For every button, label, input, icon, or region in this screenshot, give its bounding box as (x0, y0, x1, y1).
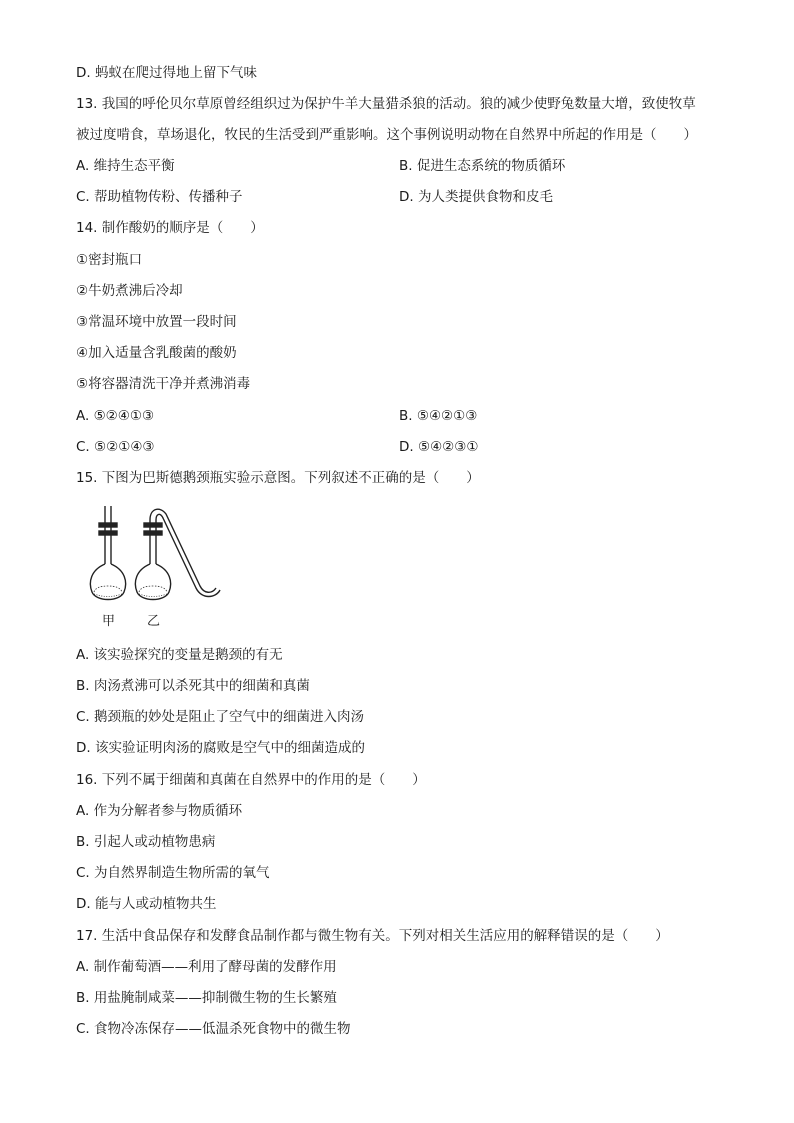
q14-stem: 14. 制作酸奶的顺序是（ ） (76, 220, 264, 236)
q16-option-a: A. 作为分解者参与物质循环 (76, 803, 243, 819)
q13-option-c: C. 帮助植物传粉、传播种子 (76, 189, 243, 205)
q14-step-5: ⑤将容器清洗干净并煮沸消毒 (76, 376, 251, 392)
q13-stem-line1: 13. 我国的呼伦贝尔草原曾经组织过为保护牛羊大量猎杀狼的活动。狼的减少使野兔数量大增，致使牧草 (76, 96, 696, 112)
q15-stem: 15. 下图为巴斯德鹅颈瓶实验示意图。下列叙述不正确的是（ ） (76, 470, 480, 486)
flask-yi (135, 509, 220, 599)
q14-option-c: C. ⑤②①④③ (76, 439, 155, 455)
q13-stem-line2: 被过度啃食，草场退化，牧民的生活受到严重影响。这个事例说明动物在自然界中所起的作用是（ ） (76, 127, 697, 143)
q17-option-a: A. 制作葡萄酒——利用了酵母菌的发酵作用 (76, 959, 337, 975)
q14-step-4: ④加入适量含乳酸菌的酸奶 (76, 345, 237, 361)
q14-step-1: ①密封瓶口 (76, 252, 143, 268)
q14-step-3: ③常温环境中放置一段时间 (76, 314, 237, 330)
q13-option-d: D. 为人类提供食物和皮毛 (399, 189, 553, 205)
q16-option-d: D. 能与人或动植物共生 (76, 896, 217, 912)
q17-stem: 17. 生活中食品保存和发酵食品制作都与微生物有关。下列对相关生活应用的解释错误的是（ ） (76, 928, 669, 944)
flask-diagram (88, 506, 228, 614)
q15-option-c: C. 鹅颈瓶的妙处是阻止了空气中的细菌进入肉汤 (76, 709, 365, 725)
q16-option-c: C. 为自然界制造生物所需的氧气 (76, 865, 270, 881)
broth (94, 586, 167, 597)
figure-label-jia: 甲 (102, 614, 116, 629)
figure-label-yi: 乙 (147, 614, 161, 629)
q17-option-b: B. 用盐腌制咸菜——抑制微生物的生长繁殖 (76, 990, 337, 1006)
q14-option-a: A. ⑤②④①③ (76, 408, 155, 424)
q15-option-b: B. 肉汤煮沸可以杀死其中的细菌和真菌 (76, 678, 310, 694)
q14-option-d: D. ⑤④②③① (399, 439, 479, 455)
pasteur-flask-figure (88, 506, 228, 630)
q15-option-d: D. 该实验证明肉汤的腐败是空气中的细菌造成的 (76, 740, 365, 756)
q14-step-2: ②牛奶煮沸后冷却 (76, 283, 183, 299)
flask-jia (90, 506, 125, 600)
q15-option-a: A. 该实验探究的变量是鹅颈的有无 (76, 647, 283, 663)
q17-option-c: C. 食物冷冻保存——低温杀死食物中的微生物 (76, 1021, 351, 1037)
q13-option-b: B. 促进生态系统的物质循环 (399, 158, 566, 174)
q16-option-b: B. 引起人或动植物患病 (76, 834, 216, 850)
q13-option-a: A. 维持生态平衡 (76, 158, 175, 174)
q12-option-d: D. 蚂蚁在爬过得地上留下气味 (76, 65, 257, 81)
q14-option-b: B. ⑤④②①③ (399, 408, 478, 424)
q16-stem: 16. 下列不属于细菌和真菌在自然界中的作用的是（ ） (76, 772, 426, 788)
